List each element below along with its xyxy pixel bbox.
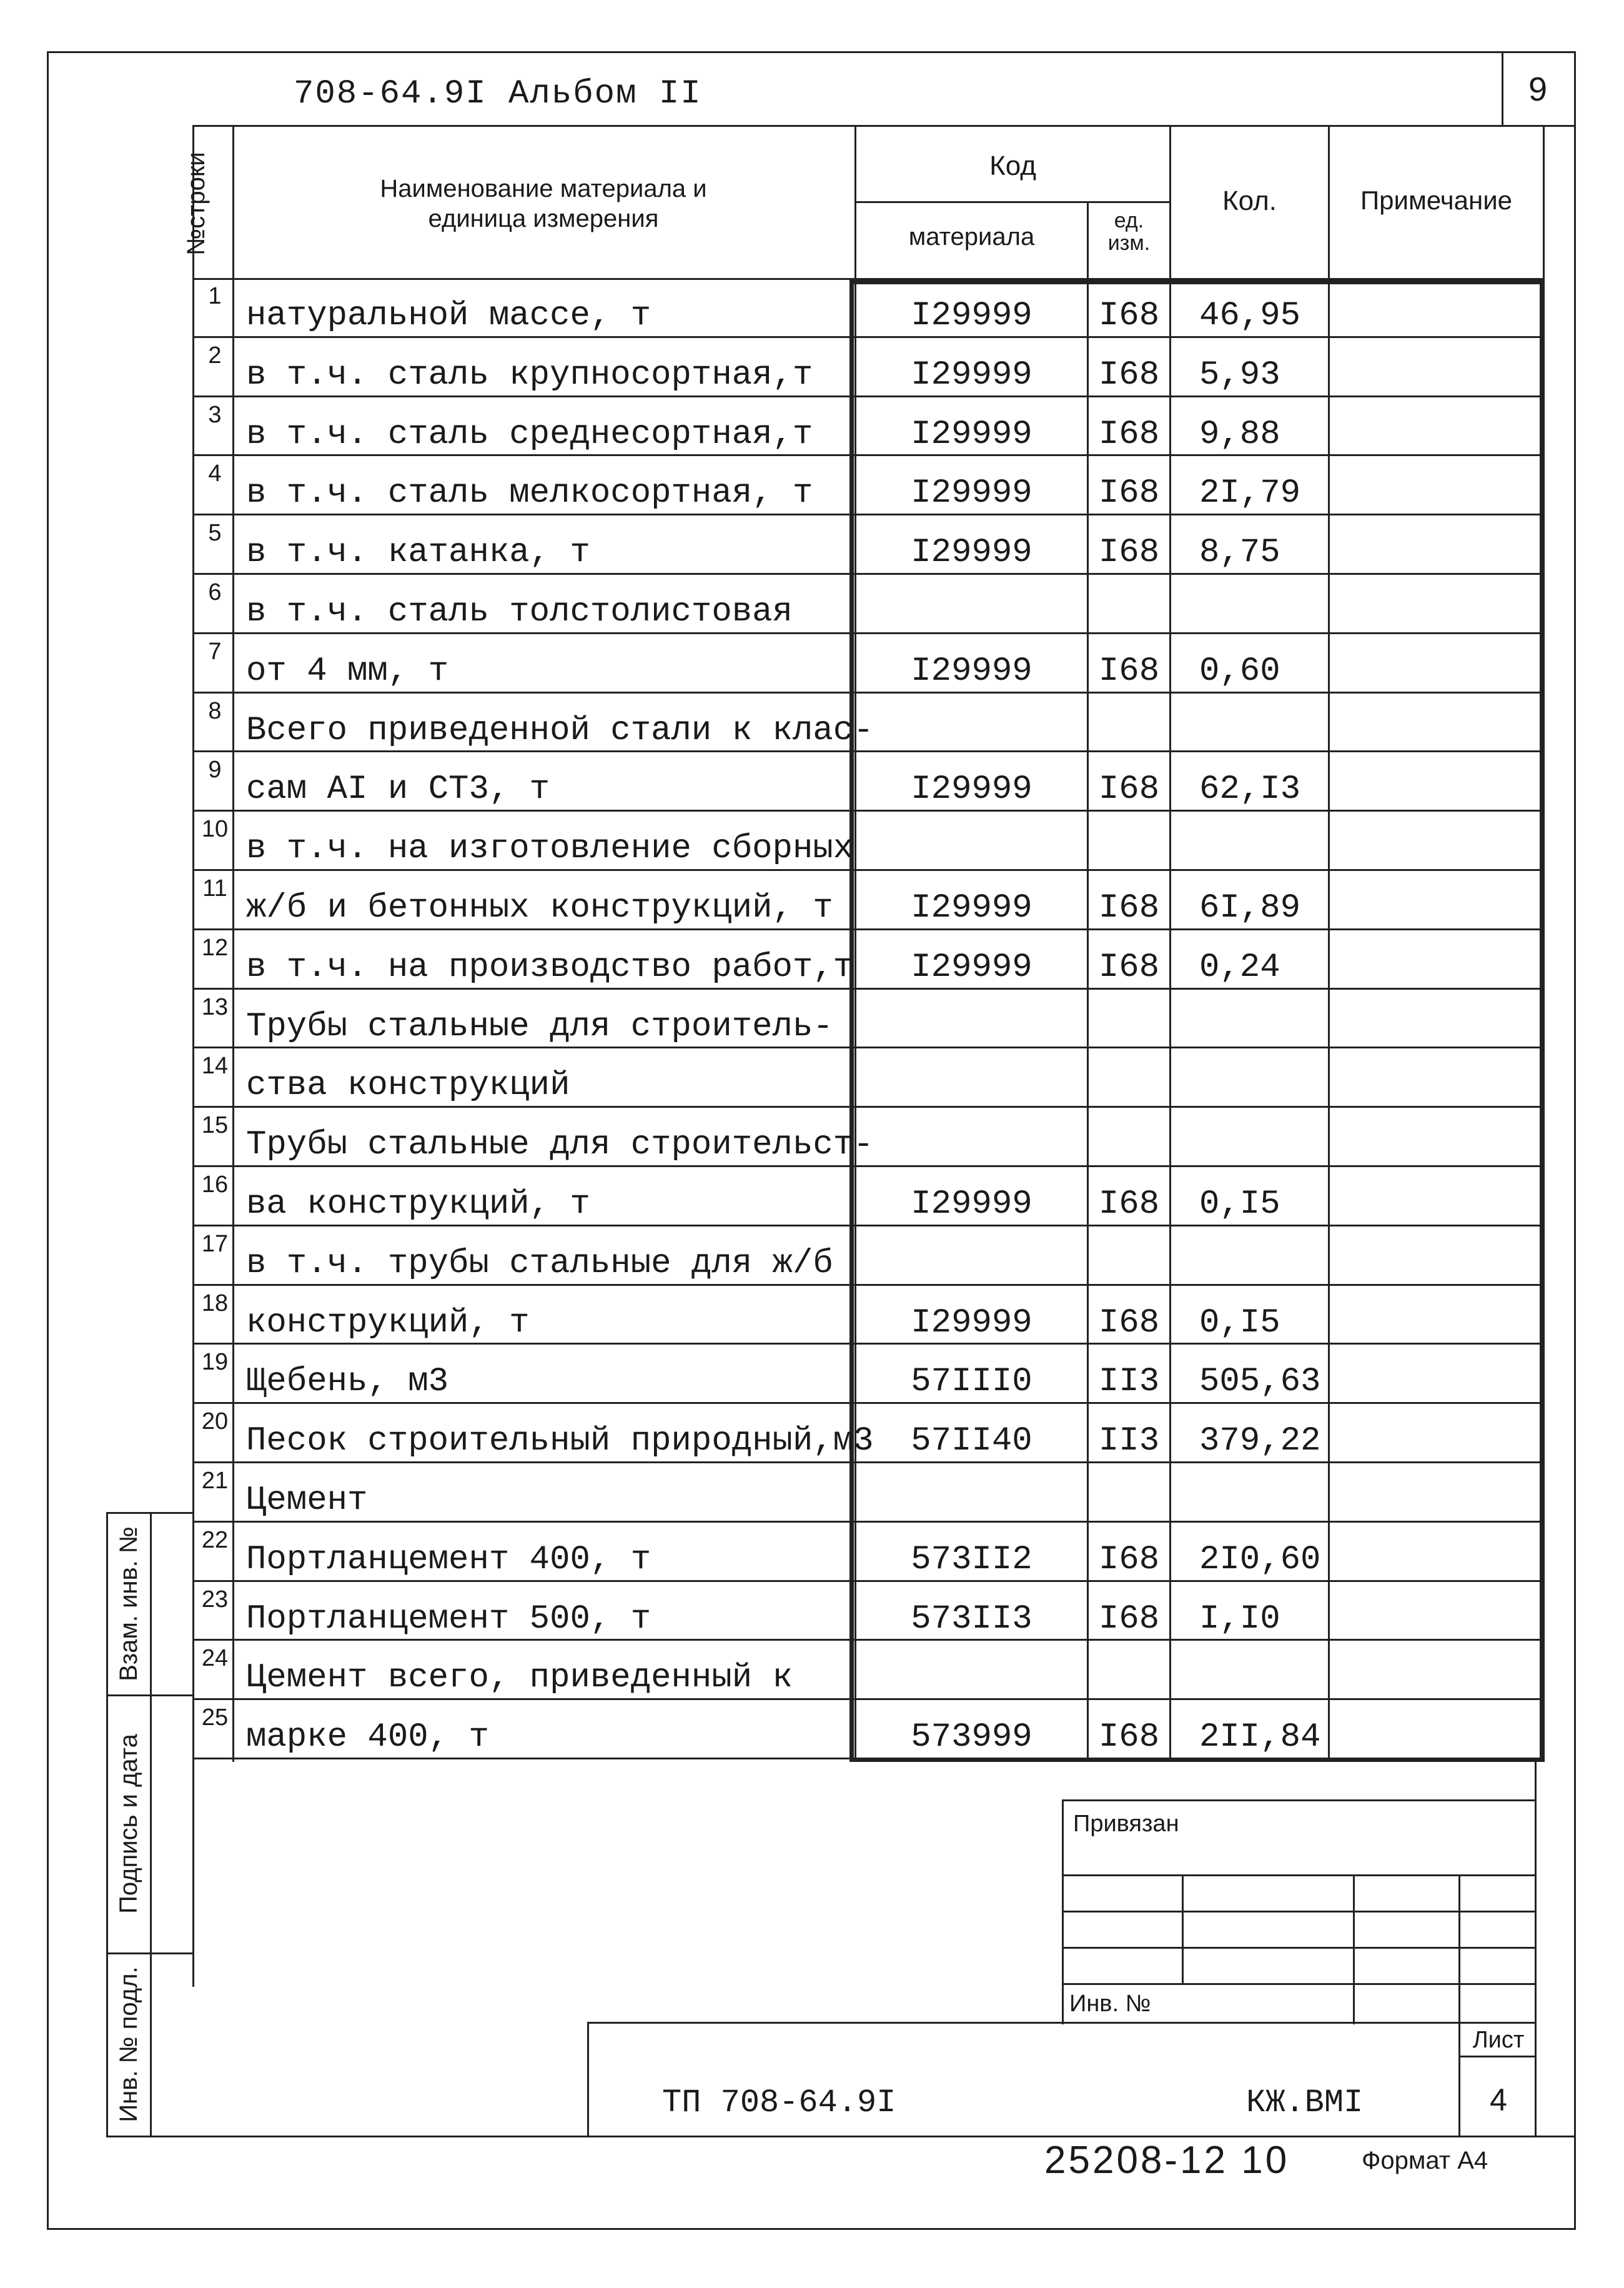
- row-name: конструкций, т: [246, 1303, 530, 1342]
- side-zam-inv: Взам. инв. №: [115, 1526, 142, 1681]
- row-rule: [192, 514, 1545, 515]
- row-number: 7: [208, 638, 222, 665]
- row-material-code: I29999: [911, 534, 1032, 572]
- tb-top: [1062, 1799, 1537, 1801]
- row-number: 5: [208, 520, 222, 547]
- row-unit-code: I68: [1098, 1540, 1160, 1579]
- row-number: 16: [201, 1171, 229, 1198]
- row-name: в т.ч. сталь толстолистовая: [246, 593, 793, 631]
- row-rule: [192, 1343, 1545, 1345]
- code-subheader-rule: [854, 201, 1169, 203]
- page-number: 9: [1528, 71, 1549, 108]
- row-number: 17: [201, 1230, 229, 1257]
- row-material-code: 57II40: [911, 1422, 1032, 1461]
- row-number: 6: [208, 579, 222, 605]
- side-inv-podl: Инв. № подл.: [115, 1966, 142, 2122]
- row-unit-code: I68: [1098, 1599, 1160, 1638]
- row-number: 10: [201, 816, 229, 843]
- row-name: от 4 мм, т: [246, 652, 449, 690]
- row-rule: [192, 632, 1545, 634]
- header-row-number: №строки: [182, 152, 210, 256]
- row-number: 20: [201, 1408, 229, 1435]
- row-name: в т.ч. сталь среднесортная,т: [246, 415, 813, 454]
- row-rule: [192, 928, 1545, 930]
- row-unit-code: I68: [1098, 474, 1160, 513]
- row-name: в т.ч. сталь крупносортная,т: [246, 356, 813, 394]
- table-left-border: [192, 125, 194, 1987]
- row-rule: [192, 454, 1545, 456]
- row-material-code: 573II2: [911, 1540, 1032, 1579]
- row-name: в т.ч. на изготовление сборных: [246, 830, 854, 868]
- header-code: Код: [989, 151, 1036, 181]
- row-quantity: 379,22: [1199, 1422, 1321, 1461]
- row-number: 11: [202, 875, 227, 902]
- footer-stamp-number: 25208-12 10: [1044, 2139, 1290, 2182]
- row-rule: [192, 1402, 1545, 1404]
- header-name: Наименование материала и единица измерения: [380, 175, 707, 232]
- row-unit-code: I68: [1098, 1185, 1160, 1223]
- rownum-divider: [232, 125, 234, 1762]
- row-quantity: 0,24: [1199, 948, 1280, 987]
- row-number: 18: [201, 1290, 229, 1316]
- row-rule: [192, 692, 1545, 694]
- row-rule: [192, 1580, 1545, 1582]
- row-unit-code: II3: [1098, 1422, 1160, 1461]
- bottom-rule: [106, 2136, 1576, 2137]
- row-quantity: 0,I5: [1199, 1185, 1280, 1223]
- row-rule: [192, 1758, 1545, 1759]
- row-rule: [192, 1639, 1545, 1641]
- row-name: Щебень, м3: [246, 1363, 449, 1401]
- row-material-code: 573999: [911, 1718, 1032, 1757]
- row-number: 2: [208, 342, 222, 369]
- row-material-code: 57III0: [911, 1363, 1032, 1401]
- row-number: 19: [201, 1349, 229, 1376]
- tb-col-1: [1182, 1874, 1184, 1983]
- row-rule: [192, 810, 1545, 812]
- tb-privyazan: Привязан: [1073, 1811, 1179, 1837]
- row-name: Цемент: [246, 1481, 368, 1520]
- row-number: 8: [208, 697, 222, 724]
- row-material-code: I29999: [911, 297, 1032, 335]
- row-rule: [192, 1047, 1545, 1048]
- row-unit-code: I68: [1098, 356, 1160, 394]
- row-rule: [192, 1106, 1545, 1108]
- row-name: ж/б и бетонных конструкций, т: [246, 889, 833, 927]
- row-number: 9: [208, 757, 222, 783]
- tb-rule-1: [1062, 1874, 1537, 1876]
- row-name: Трубы стальные для строитель-: [246, 1007, 833, 1046]
- row-quantity: 62,I3: [1199, 770, 1301, 809]
- row-quantity: 2II,84: [1199, 1718, 1321, 1757]
- row-name: Всего приведенной стали к клас-: [246, 711, 874, 750]
- row-name: сам AI и СТ3, т: [246, 770, 550, 809]
- row-name: Портланцемент 500, т: [246, 1599, 651, 1638]
- row-number: 3: [208, 401, 222, 428]
- row-rule: [192, 988, 1545, 990]
- row-number: 12: [201, 934, 229, 961]
- side-podpis: Подпись и дата: [115, 1734, 142, 1914]
- tb-col-2: [1353, 1874, 1355, 2024]
- row-number: 25: [201, 1704, 229, 1731]
- row-name: Портланцемент 400, т: [246, 1540, 651, 1579]
- side-stamp-left: [106, 1512, 108, 2137]
- tb-designation: ТП 708-64.9I: [662, 2084, 896, 2121]
- row-unit-code: II3: [1098, 1363, 1160, 1401]
- tb-mark: КЖ.ВМI: [1246, 2084, 1364, 2121]
- row-rule: [192, 573, 1545, 575]
- row-quantity: I,I0: [1199, 1599, 1280, 1638]
- tb-col-3: [1458, 1874, 1460, 2137]
- row-rule: [192, 1225, 1545, 1226]
- row-name: натуральной массе, т: [246, 297, 651, 335]
- row-number: 14: [201, 1053, 229, 1080]
- album-code: 708-64.9I Альбом II: [294, 75, 702, 113]
- row-name: марке 400, т: [246, 1718, 489, 1757]
- footer-format: Формат А4: [1362, 2147, 1488, 2174]
- row-rule: [192, 1461, 1545, 1463]
- row-rule: [192, 395, 1545, 397]
- row-unit-code: I68: [1098, 948, 1160, 987]
- row-rule: [192, 1165, 1545, 1167]
- row-unit-code: I68: [1098, 770, 1160, 809]
- row-unit-code: I68: [1098, 297, 1160, 335]
- row-unit-code: I68: [1098, 415, 1160, 454]
- tb-list-rule: [1458, 2056, 1537, 2057]
- tb-list-label: Лист: [1472, 2027, 1525, 2053]
- row-name: Песок строительный природный,м3: [246, 1422, 874, 1461]
- row-material-code: 573II3: [911, 1599, 1032, 1638]
- row-name: ва конструкций, т: [246, 1185, 590, 1223]
- side-stamp-inner: [150, 1512, 152, 2137]
- row-number: 21: [201, 1468, 229, 1494]
- tb-rule-2: [1062, 1911, 1537, 1912]
- row-number: 22: [201, 1526, 229, 1553]
- row-rule: [192, 1698, 1545, 1700]
- row-unit-code: I68: [1098, 534, 1160, 572]
- tb-main-left: [587, 2022, 589, 2137]
- row-name: в т.ч. сталь мелкосортная, т: [246, 474, 813, 513]
- row-unit-code: I68: [1098, 652, 1160, 690]
- row-rule: [192, 869, 1545, 871]
- tb-right: [1535, 1762, 1537, 2137]
- row-unit-code: I68: [1098, 1718, 1160, 1757]
- row-quantity: 2I,79: [1199, 474, 1301, 513]
- tb-rule-3: [1062, 1947, 1537, 1949]
- row-number: 13: [201, 993, 229, 1020]
- row-name: в т.ч. трубы стальные для ж/б: [246, 1244, 833, 1283]
- row-material-code: I29999: [911, 415, 1032, 454]
- row-number: 24: [201, 1645, 229, 1672]
- row-rule: [192, 1284, 1545, 1286]
- tb-rule-4: [1062, 1983, 1537, 1985]
- row-number: 4: [208, 460, 222, 487]
- row-name: ства конструкций: [246, 1067, 570, 1105]
- row-number: 23: [201, 1586, 229, 1613]
- row-name: в т.ч. катанка, т: [246, 534, 590, 572]
- row-rule: [192, 750, 1545, 752]
- row-name: в т.ч. на производство работ,т: [246, 948, 854, 987]
- row-rule: [192, 336, 1545, 338]
- row-quantity: 505,63: [1199, 1363, 1321, 1401]
- row-unit-code: I68: [1098, 889, 1160, 927]
- row-material-code: I29999: [911, 356, 1032, 394]
- row-quantity: 46,95: [1199, 297, 1301, 335]
- header-code-material: материала: [908, 223, 1035, 251]
- row-unit-code: I68: [1098, 1303, 1160, 1342]
- tb-main-top: [587, 2022, 1537, 2024]
- row-number: 1: [208, 283, 222, 309]
- row-quantity: 5,93: [1199, 356, 1280, 394]
- row-quantity: 9,88: [1199, 415, 1280, 454]
- row-name: Цемент всего, приведенный к: [246, 1659, 793, 1698]
- tb-sheet: 4: [1490, 2082, 1507, 2117]
- header-bottom-rule: [194, 125, 1576, 127]
- row-number: 15: [201, 1112, 229, 1139]
- tb-inv-no: Инв. №: [1069, 1991, 1151, 2017]
- row-rule: [192, 1521, 1545, 1523]
- row-material-code: I29999: [911, 1303, 1032, 1342]
- row-name: Трубы стальные для строительст-: [246, 1126, 874, 1165]
- header-quantity: Кол.: [1222, 186, 1277, 216]
- row-material-code: I29999: [911, 652, 1032, 690]
- header-code-unit: ед. изм.: [1107, 209, 1151, 255]
- row-material-code: I29999: [911, 474, 1032, 513]
- row-material-code: I29999: [911, 770, 1032, 809]
- row-material-code: I29999: [911, 889, 1032, 927]
- row-material-code: I29999: [911, 1185, 1032, 1223]
- row-quantity: 0,I5: [1199, 1303, 1280, 1342]
- row-material-code: I29999: [911, 948, 1032, 987]
- header-note: Примечание: [1360, 186, 1513, 215]
- row-quantity: 6I,89: [1199, 889, 1301, 927]
- row-quantity: 8,75: [1199, 534, 1280, 572]
- row-quantity: 2I0,60: [1199, 1540, 1321, 1579]
- row-quantity: 0,60: [1199, 652, 1280, 690]
